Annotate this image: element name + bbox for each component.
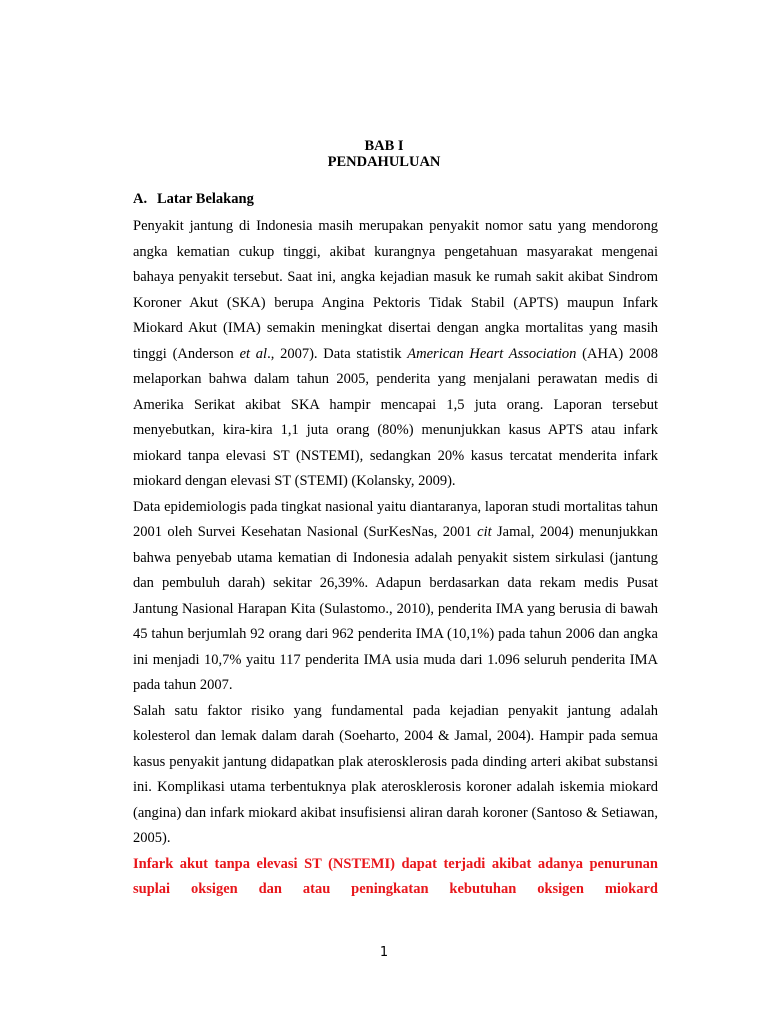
chapter-number: BAB I xyxy=(364,138,404,154)
section-letter: A. xyxy=(133,191,148,207)
chapter-title: PENDAHULUAN xyxy=(327,154,441,170)
paragraph-3: Salah satu faktor risiko yang fundamental pada kejadian penyakit jantung adalah kolesterol dan lemak dalam darah (Soeharto, 2004 & Jamal, 2004). Hampir pada semua kasus penyakit jantung didapatkan plak aterosklerosis pada dinding arteri akibat substansi ini. Komplikasi utama terbentuknya plak aterosklerosis koroner adalah iskemia miokard (angina) dan infark miokard akibat insufisiensi aliran darah koroner (Santoso & Setiawan, 2005). xyxy=(133,702,658,846)
paragraph-4-highlighted: Infark akut tanpa elevasi ST (NSTEMI) dapat terjadi akibat adanya penurunan suplai oksigen dan atau peningkatan kebutuhan oksigen miokard xyxy=(133,855,658,897)
body-text xyxy=(133,214,658,903)
section-title: Latar Belakang xyxy=(157,191,254,207)
paragraph-2: Data epidemiologis pada tingkat nasional yaitu diantaranya, laporan studi mortalitas tahun 2001 oleh Survei Kesehatan Nasional (SurKesNas, 2001 cit Jamal, 2004) menunjukkan bahwa penyebab utama kematian di Indonesia adalah penyakit sistem sirkulasi (jantung dan pembuluh darah) sekitar 26,39%. Adapun berdasarkan data rekam medis Pusat Jantung Nasional Harapan Kita (Sulastomo., 2010), penderita IMA yang berusia di bawah 45 tahun berjumlah 92 orang dari 962 penderita IMA (10,1%) pada tahun 2006 dan angka ini menjadi 10,7% yaitu 117 penderita IMA usia muda dari 1.096 seluruh penderita IMA pada tahun 2007. xyxy=(133,498,658,693)
section-heading xyxy=(133,190,254,208)
page-number: 1 xyxy=(379,945,389,960)
paragraph-1: Penyakit jantung di Indonesia masih merupakan penyakit nomor satu yang mendorong angka kematian cukup tinggi, akibat kurangnya pengetahuan masyarakat mengenai bahaya penyakit tersebut. Saat ini, angka kejadian masuk ke rumah sakit akibat Sindrom Koroner Akut (SKA) berupa Angina Pektoris Tidak Stabil (APTS) maupun Infark Miokard Akut (IMA) semakin meningkat disertai dengan angka mortalitas yang masih tinggi (Anderson et al., 2007). Data statistik American Heart Association (AHA) 2008 melaporkan bahwa dalam tahun 2005, penderita yang menjalani perawatan medis di Amerika Serikat akibat SKA hampir mencapai 1,5 juta orang. Laporan tersebut menyebutkan, kira-kira 1,1 juta orang (80%) menunjukkan kasus APTS atau infark miokard tanpa elevasi ST (NSTEMI), sedangkan 20% kasus tercatat menderita infark miokard dengan elevasi ST (STEMI) (Kolansky, 2009). xyxy=(133,218,658,489)
